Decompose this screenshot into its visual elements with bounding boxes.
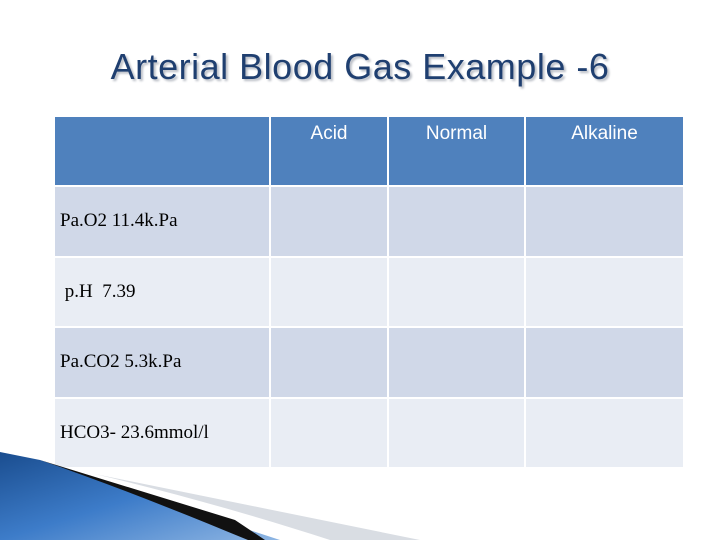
table-cell: [271, 328, 389, 399]
corner-decoration: [0, 452, 720, 540]
header-cell-blank: [55, 117, 271, 187]
header-row: [55, 117, 685, 187]
table-row: [55, 258, 685, 329]
table-row: [55, 328, 685, 399]
abg-table: [55, 117, 685, 469]
table-cell: [271, 187, 389, 258]
header-cell-normal: Normal: [389, 117, 526, 187]
table-cell: [389, 328, 526, 399]
table-cell: [389, 187, 526, 258]
row-label-pao2: Pa.O2 11.4k.Pa: [55, 187, 271, 258]
table-row: [55, 187, 685, 258]
table-cell: [526, 258, 685, 329]
table-cell: [526, 187, 685, 258]
row-label-ph: p.H 7.39: [55, 258, 271, 329]
table-cell: [526, 328, 685, 399]
table-cell: [389, 258, 526, 329]
header-cell-acid: Acid: [271, 117, 389, 187]
header-cell-alkaline: Alkaline: [526, 117, 685, 187]
row-label-paco2: Pa.CO2 5.3k.Pa: [55, 328, 271, 399]
slide-title: Arterial Blood Gas Example -6: [110, 46, 610, 87]
row-label-hco3: HCO3- 23.6mmol/l: [55, 399, 271, 470]
table-cell: [271, 258, 389, 329]
